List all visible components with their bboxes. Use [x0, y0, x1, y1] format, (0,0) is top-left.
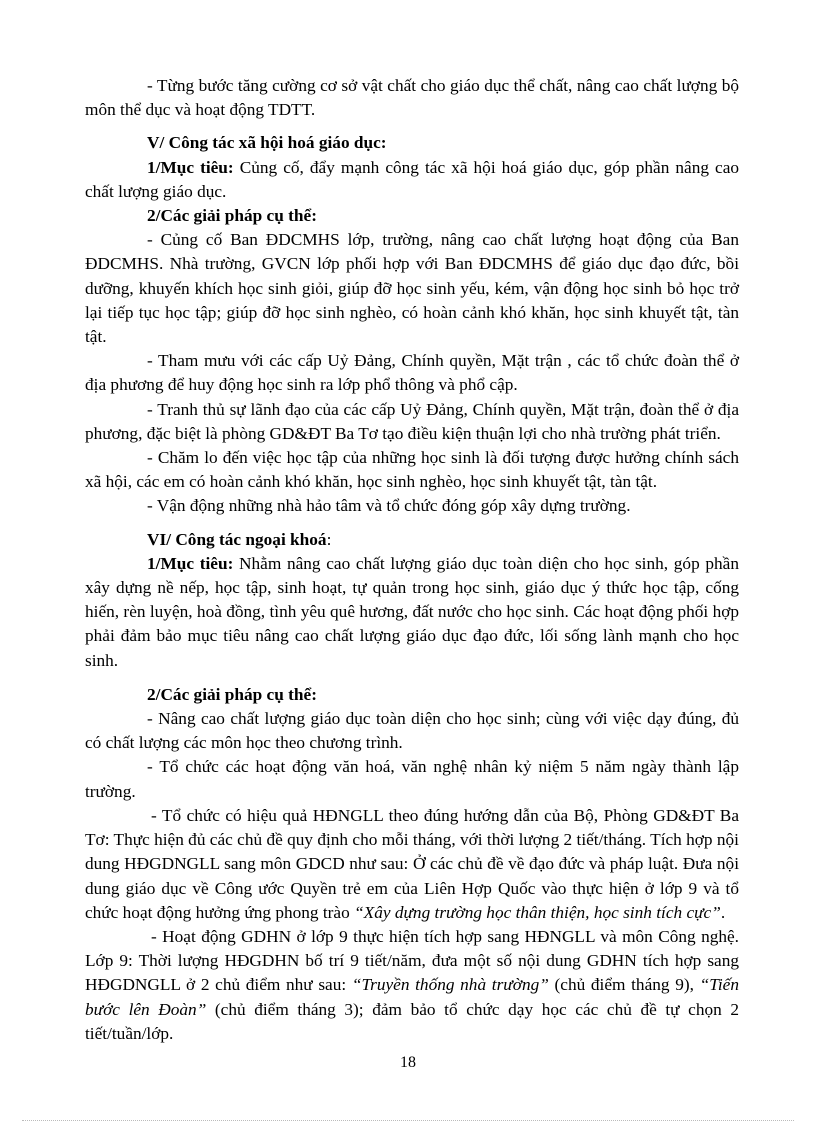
section-6-item — [85, 925, 739, 1046]
goal-label: 1/Mục tiêu: — [147, 157, 234, 177]
section-5-item: - Tranh thủ sự lãnh đạo của các cấp Uỷ Đảng, Chính quyền, Mặt trận, đoàn thể ở địa phương, đặc biệt là phòng GD&ĐT Ba Tơ tạo điều kiện thuận lợi cho nhà trường phát triển. — [85, 399, 739, 443]
document-page — [85, 74, 739, 1046]
section-6-heading-bold: VI/ Công tác ngoại khoá — [147, 529, 327, 549]
section-5-item: - Chăm lo đến việc học tập của những học sinh là đối tượng được hưởng chính sách xã hội, các em có hoàn cảnh khó khăn, học sinh nghèo, học sinh khuyết tật, tàn tật. — [85, 448, 739, 492]
section-5-heading: V/ Công tác xã hội hoá giáo dục: — [147, 133, 387, 153]
section-5-goal — [85, 156, 739, 204]
item-text: - Tổ chức có hiệu quả HĐNGLL theo đúng hướng dẫn của Bộ, Phòng GD&ĐT Ba Tơ: Thực hiện đủ các chủ đề quy định cho mỗi tháng, với thời lượng 2 tiết/tháng. Tích hợp nội dung HĐGDNGLL sang môn GDCD như sau: Ở các chủ đề về đạo đức và pháp luật. Đưa nội dung giáo dục về Công ước Quyền trẻ em của Liên Hợp Quốc vào thực hiện ở lớp 9 và tổ chức hoạt động hưởng ứng phong trào — [85, 805, 739, 922]
section-5-solutions-heading: 2/Các giải pháp cụ thể: — [147, 206, 317, 226]
goal-text: Nhằm nâng cao chất lượng giáo dục toàn diện cho học sinh, góp phần xây dựng nề nếp, học tập, sinh hoạt, tự quản trong học sinh, giáo dục ý thức học tập, cống hiến, rèn luyện, hoà đồng, tình yêu quê hương, đất nước cho học sinh. Các hoạt động phối hợp phải đảm bảo mục tiêu nâng cao chất lượng giáo dục đạo đức, lối sống lành mạnh cho học sinh. — [85, 553, 739, 670]
section-6-item — [85, 804, 739, 925]
item-text: (chủ điểm tháng 9), — [548, 975, 700, 995]
section-6-item: - Nâng cao chất lượng giáo dục toàn diện cho học sinh; cùng với việc dạy đúng, đủ có chất lượng các môn học theo chương trình. — [85, 709, 739, 753]
paragraph-tdtt: - Từng bước tăng cường cơ sở vật chất cho giáo dục thể chất, nâng cao chất lượng bộ môn thể dục và hoạt động TDTT. — [85, 76, 739, 120]
goal-label: 1/Mục tiêu: — [147, 553, 234, 573]
section-5-item: - Tham mưu với các cấp Uỷ Đảng, Chính quyền, Mặt trận , các tổ chức đoàn thể ở địa phương để huy động học sinh ra lớp phổ thông và phổ cập. — [85, 351, 739, 395]
section-6-solutions-heading: 2/Các giải pháp cụ thể: — [147, 684, 317, 704]
section-5-item: - Vận động những nhà hảo tâm và tổ chức đóng góp xây dựng trường. — [147, 496, 631, 516]
page-bottom-divider — [22, 1120, 794, 1121]
item-end: . — [720, 902, 726, 922]
item-italic: “Tiến bước lên Đoàn” — [85, 975, 739, 1019]
section-6-heading-tail: : — [326, 529, 332, 549]
goal-text: Củng cố, đẩy mạnh công tác xã hội hoá giáo dục, góp phần nâng cao chất lượng giáo dục. — [85, 157, 740, 201]
section-5-item: - Củng cố Ban ĐDCMHS lớp, trường, nâng cao chất lượng hoạt động của Ban ĐDCMHS. Nhà trường, GVCN lớp phối hợp với Ban ĐDCMHS để giáo dục đạo đức, bồi dưỡng, khuyến khích học sinh giỏi, giúp đỡ học sinh yếu, kém, vận động học sinh bỏ học trở lại tiếp tục học tập; giúp đỡ học sinh nghèo, có hoàn cảnh khó khăn, học sinh khuyết tật, tàn tật. — [85, 230, 739, 347]
item-text: (chủ điểm tháng 3); đảm bảo tổ chức dạy học các chủ đề tự chọn 2 tiết/tuần/lớp. — [85, 999, 739, 1043]
item-text: - Hoạt động GDHN ở lớp 9 thực hiện tích hợp sang HĐNGLL và môn Công nghệ. Lớp 9: Thời lượng HĐGDHN bố trí 9 tiết/năm, đưa một số nội dung GDHN tích hợp sang HĐGDNGLL ở 2 chủ điểm như sau: — [85, 926, 739, 995]
section-6-goal — [85, 552, 739, 673]
section-6-item: - Tổ chức các hoạt động văn hoá, văn nghệ nhân kỷ niệm 5 năm ngày thành lập trường. — [85, 757, 739, 801]
page-number: 18 — [400, 1054, 416, 1071]
item-italic: “Xây dựng trường học thân thiện, học sinh tích cực” — [354, 902, 721, 922]
item-italic: “Truyền thống nhà trường” — [351, 975, 549, 995]
section-6-heading — [85, 528, 739, 552]
